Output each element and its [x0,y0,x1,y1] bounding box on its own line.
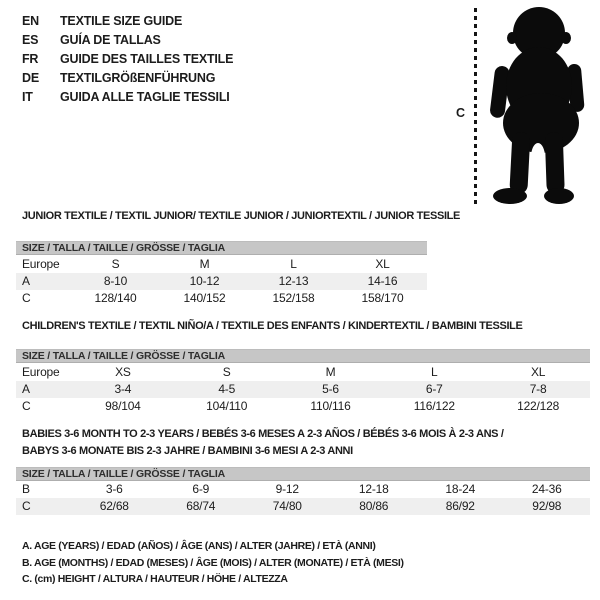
height-measure-dashed-line [474,8,477,206]
table-row [16,255,427,273]
language-row-it [22,88,233,107]
size-header-bar: SIZE / TALLA / TAILLE / GRÖSSE / TAGLIA [16,467,590,481]
babies-table-title-line1: BABIES 3-6 MONTH TO 2-3 YEARS / BEBÉS 3-6 MESES A 2-3 AÑOS / BÉBÉS 3-6 MOIS À 2-3 ANS / [22,428,504,440]
babies-table-title [16,426,590,459]
row-label: C [22,399,31,413]
age-cell: 8-10 [103,274,128,288]
height-cell: 140/152 [183,291,226,305]
height-cell: 92/98 [532,499,562,513]
children-table-title: CHILDREN'S TEXTILE / TEXTIL NIÑO/A / TEXTILE DES ENFANTS / KINDERTEXTIL / BAMBINI TESSILE [22,320,523,332]
language-row-fr [22,50,233,69]
age-cell: 12-13 [278,274,309,288]
age-cell: 18-24 [445,482,476,496]
language-row-de [22,69,233,88]
height-cell: 62/68 [99,499,129,513]
language-row-es [22,31,233,50]
table-row [16,498,590,515]
size-cell: M [199,257,210,271]
height-measure-label: C [456,106,466,120]
age-cell: 24-36 [531,482,562,496]
table-row [16,398,590,415]
age-cell: 4-5 [218,382,236,396]
age-cell: 14-16 [367,274,398,288]
footnote-height: C. (cm) HEIGHT / ALTURA / HAUTEUR / HÖHE / ALTEZZA [22,573,288,585]
size-cell: XL [530,365,546,379]
junior-textile-section [16,210,461,307]
size-cell: M [325,365,336,379]
table-row [16,363,590,381]
row-label: A [22,382,30,396]
height-cell: 86/92 [445,499,475,513]
height-cell: 80/86 [359,499,389,513]
row-label: Europe [22,257,60,271]
height-cell: 116/122 [413,399,455,413]
age-cell: 3-6 [105,482,123,496]
children-textile-section [16,320,590,415]
height-cell: 122/128 [517,399,560,413]
toddler-silhouette-shape [489,7,585,204]
toddler-silhouette [482,4,594,208]
language-code: IT [22,90,33,104]
age-cell: 10-12 [189,274,220,288]
size-cell: S [111,257,120,271]
footnotes [22,538,404,588]
language-code: DE [22,71,39,85]
height-cell: 110/116 [310,399,351,413]
size-cell: XL [375,257,390,271]
row-label: C [22,499,31,513]
table-row [16,273,427,290]
size-cell: L [431,365,438,379]
legs-gap-cutout [531,143,545,171]
language-row-en [22,12,233,31]
language-code: FR [22,52,39,66]
language-label: GUIDE DES TAILLES TEXTILE [60,52,234,66]
age-cell: 9-12 [275,482,299,496]
age-cell: 7-8 [529,382,547,396]
table-row [16,290,427,307]
row-label: Europe [22,365,60,379]
footnote-age-months: B. AGE (MONTHS) / EDAD (MESES) / ÂGE (MOIS) / ALTER (MONATE) / ETÀ (MESI) [22,556,404,569]
age-cell: 5-6 [322,382,339,396]
height-cell: 152/158 [272,291,315,305]
footnote-age-years: A. AGE (YEARS) / EDAD (AÑOS) / ÂGE (ANS) / ALTER (JAHRE) / ETÀ (ANNI) [22,540,376,552]
babies-table-title-line2: BABYS 3-6 MONATE BIS 2-3 JAHRE / BAMBINI 3-6 MESI A 2-3 ANNI [22,444,353,457]
language-label: GUÍA DE TALLAS [60,33,161,47]
junior-table-title: JUNIOR TEXTILE / TEXTIL JUNIOR/ TEXTILE JUNIOR / JUNIORTEXTIL / JUNIOR TESSILE [22,210,461,222]
age-cell: 3-4 [114,382,132,396]
language-label: TEXTILGRÖßENFÜHRUNG [60,71,216,85]
row-label: C [22,291,31,305]
size-cell: S [222,365,231,379]
height-cell: 74/80 [272,499,302,513]
size-cell: L [290,257,297,271]
size-cell: XS [115,365,131,379]
height-cell: 68/74 [186,499,216,513]
height-cell: 98/104 [105,399,141,413]
table-row [16,381,590,398]
babies-textile-section [16,426,590,515]
language-code: EN [22,14,39,28]
size-header-bar: SIZE / TALLA / TAILLE / GRÖSSE / TAGLIA [16,241,427,255]
height-cell: 158/170 [361,291,404,305]
age-cell: 6-7 [425,382,443,396]
height-cell: 128/140 [94,291,137,305]
row-label: B [22,482,30,496]
row-label: A [22,274,30,288]
language-label: GUIDA ALLE TAGLIE TESSILI [60,90,230,104]
height-cell: 104/110 [206,399,248,413]
age-cell: 6-9 [192,482,210,496]
language-label: TEXTILE SIZE GUIDE [60,14,183,28]
table-row [16,481,590,498]
size-header-bar: SIZE / TALLA / TAILLE / GRÖSSE / TAGLIA [16,349,590,363]
language-code: ES [22,33,39,47]
age-cell: 12-18 [358,482,389,496]
language-guide-list [22,12,233,107]
